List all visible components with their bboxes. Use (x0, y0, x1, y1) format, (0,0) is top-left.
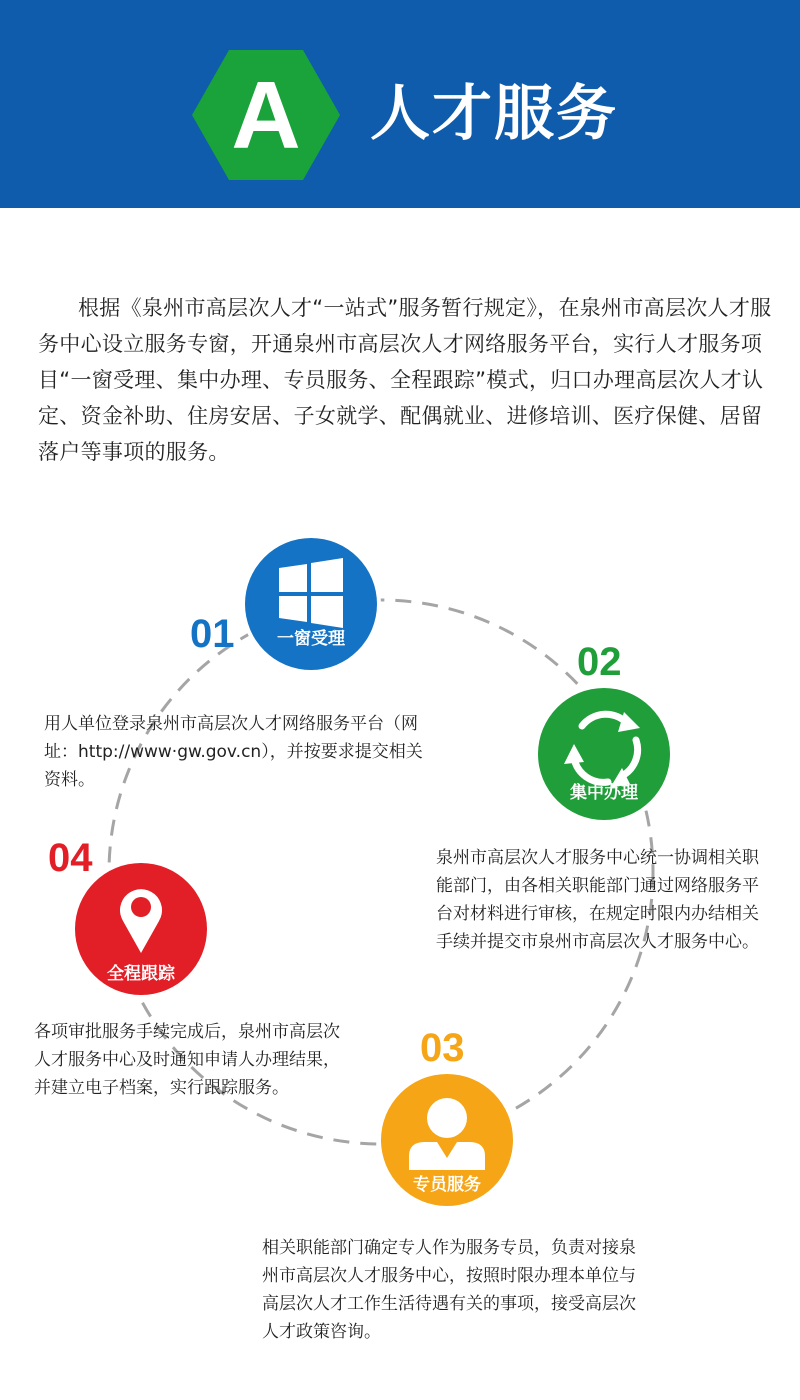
step-04-circle (75, 863, 207, 995)
page-title: 人才服务 (370, 79, 618, 149)
step-04-label: 全程跟踪 (107, 964, 175, 984)
intro-paragraph: 根据《泉州市高层次人才“一站式”服务暂行规定》，在泉州市高层次人才服务中心设立服务专窗，开通泉州市高层次人才网络服务平台，实行人才服务项目“一窗受理、集中办理、专员服务、全程跟踪”模式，归口办理高层次人才认定、资金补助、住房安居、子女就学、配偶就业、进修培训、医疗保健、居留落户等事项的服务。 (38, 296, 772, 464)
step-01-circle (245, 538, 377, 670)
windows-icon (245, 538, 377, 670)
step-02-description: 泉州市高层次人才服务中心统一协调相关职能部门，由各相关职能部门通过网络服务平台对材料进行审核，在规定时限内办结相关手续并提交市泉州市高层次人才服务中心。 (436, 848, 759, 952)
step-03-description: 相关职能部门确定专人作为服务专员，负责对接泉州市高层次人才服务中心，按照时限办理本单位与高层次人才工作生活待遇有关的事项，接受高层次人才政策咨询。 (262, 1238, 636, 1342)
step-03-circle (381, 1074, 513, 1206)
step-04-description: 各项审批服务手续完成后，泉州市高层次人才服务中心及时通知申请人办理结果，并建立电子档案，实行跟踪服务。 (34, 1022, 340, 1098)
step-01-label: 一窗受理 (277, 629, 345, 649)
step-04-number: 04 (48, 836, 93, 880)
step-03-label: 专员服务 (413, 1175, 481, 1195)
step-02-number: 02 (577, 640, 622, 684)
badge-letter: A (231, 62, 301, 169)
step-02-label: 集中办理 (570, 783, 638, 803)
step-03-number: 03 (420, 1026, 465, 1070)
step-01-description: 用人单位登录泉州市高层次人才网络服务平台（网址：http://www·gw.gov.cn），并按要求提交相关资料。 (44, 714, 423, 790)
step-02-circle (538, 688, 670, 820)
step-01-number: 01 (190, 612, 235, 656)
